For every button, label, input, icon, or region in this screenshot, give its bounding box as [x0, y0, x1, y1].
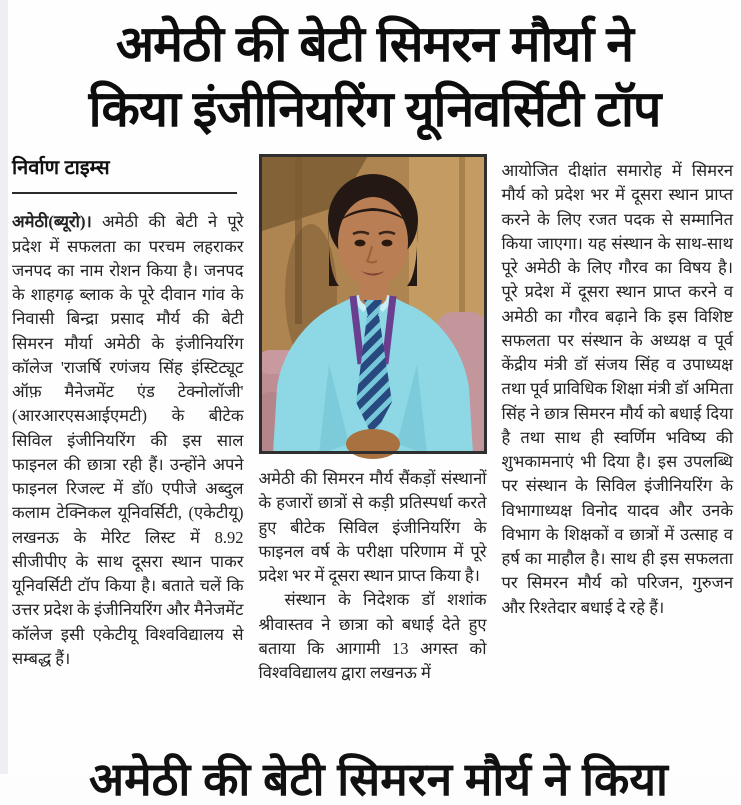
left-column-text: अमेठी की बेटी ने पूरे प्रदेश में सफलता का परचम लहराकर जनपद का नाम रोशन किया है। जनपद के शाहगढ़ ब्लाक के पूरे दीवान गांव के निवासी बिन्द्रा प्रसाद मौर्य की बेटी सिमरन मौर्या अमेठी के इंजीनियरिंग कॉलेज 'राजर्षि रणंजय सिंह इंस्टिट्यूट ऑफ़ मैनेजमेंट एंड टेक्नोलॉजी' (आरआरएसआईएमटी) के बीटेक सिविल इंजीनियरिंग की इस साल फाइनल की छात्रा रही हैं। उन्होंने अपने फाइनल रिजल्ट में डॉ0 एपीजे अब्दुल कलाम टेक्निकल यूनिवर्सिटी, (एकेटीयू) लखनऊ के मेरिट लिस्ट में 8.92 सीजीपीए के साथ दूसरा स्थान पाकर यूनिवर्सिटी टॉप किया है। बताते चलें कि उत्तर प्रदेश के इंजीनियरिंग और मैनेजमेंट कॉलेज इसी एकेटीयू विश्वविद्यालय से सम्बद्ध हैं।: [12, 212, 244, 668]
middle-paragraph-1: अमेठी की सिमरन मौर्य सैंकड़ों संस्थानों के हजारों छात्रों से कड़ी प्रतिस्पर्धा करते हुए बीटेक सिविल इंजीनियरिंग के फाइनल वर्ष के परीक्षा परिणाम में पूरे प्रदेश भर में दूसरा स्थान प्राप्त किया है।: [258, 469, 487, 585]
left-column-paragraph: [12, 210, 244, 671]
dateline: अमेठी(ब्यूरो)।: [12, 212, 92, 232]
right-column-paragraph: आयोजित दीक्षांत समारोह में सिमरन मौर्य को प्रदेश भर में दूसरा स्थान प्राप्त करने के लिए रजत पदक से सम्मानित किया जाएगा। यह संस्थान के साथ-साथ पूरे अमेठी के लिए गौरव का विषय है। पूरे प्रदेश में दूसरा स्थान प्राप्त करने व अमेठी का गौरव बढ़ाने कि इस विशिष्ट सफलता पर संस्थान के अध्यक्ष व पूर्व केंद्रीय मंत्री डॉ संजय सिंह व उपाध्यक्ष तथा पूर्व प्राविधिक शिक्षा मंत्री डॉ अमिता सिंह ने छात्र सिमरन मौर्य को बधाई दिया है तथा साथ ही स्वर्णिम भविष्य की शुभकामनाएं भी दिया है। इस उपलब्धि पर संस्थान के सिविल इंजीनियरिंग के विभागाध्यक्ष विनोद यादव और उनके विभाग के शिक्षकों व छात्रों में उत्साह व हर्ष का माहौल है। साथ ही इस सफलता पर सिमरन मौर्य को परिजन, गुरुजन और रिश्तेदार बधाई दे रहे हैं।: [501, 161, 733, 617]
column-right: [502, 154, 734, 685]
middle-column-text: [259, 467, 487, 685]
student-photo: [259, 154, 487, 454]
middle-paragraph-2: संस्थान के निदेशक डॉ शशांक श्रीवास्तव ने छात्रा को बधाई देते हुए बताया कि आगामी 13 अगस्त को विश्वविद्यालय द्वारा लखनऊ में: [258, 590, 487, 682]
headline-line-1: अमेठी की बेटी सिमरन मौर्या ने: [115, 16, 633, 72]
publication-masthead: निर्वाण टाइम्स: [12, 154, 237, 194]
headline-line-2: किया इंजीनियरिंग यूनिवर्सिटी टॉप: [88, 81, 661, 137]
newspaper-page: [8, 0, 741, 805]
column-middle: [259, 154, 487, 685]
next-article-headline-fragment: अमेठी की बेटी सिमरन मौर्य ने किया: [89, 753, 668, 805]
column-left: [12, 154, 244, 685]
article-headline: [8, 12, 741, 142]
article-body: [8, 142, 741, 685]
scan-edge-strip: [0, 0, 8, 774]
photo-hands: [346, 429, 400, 459]
